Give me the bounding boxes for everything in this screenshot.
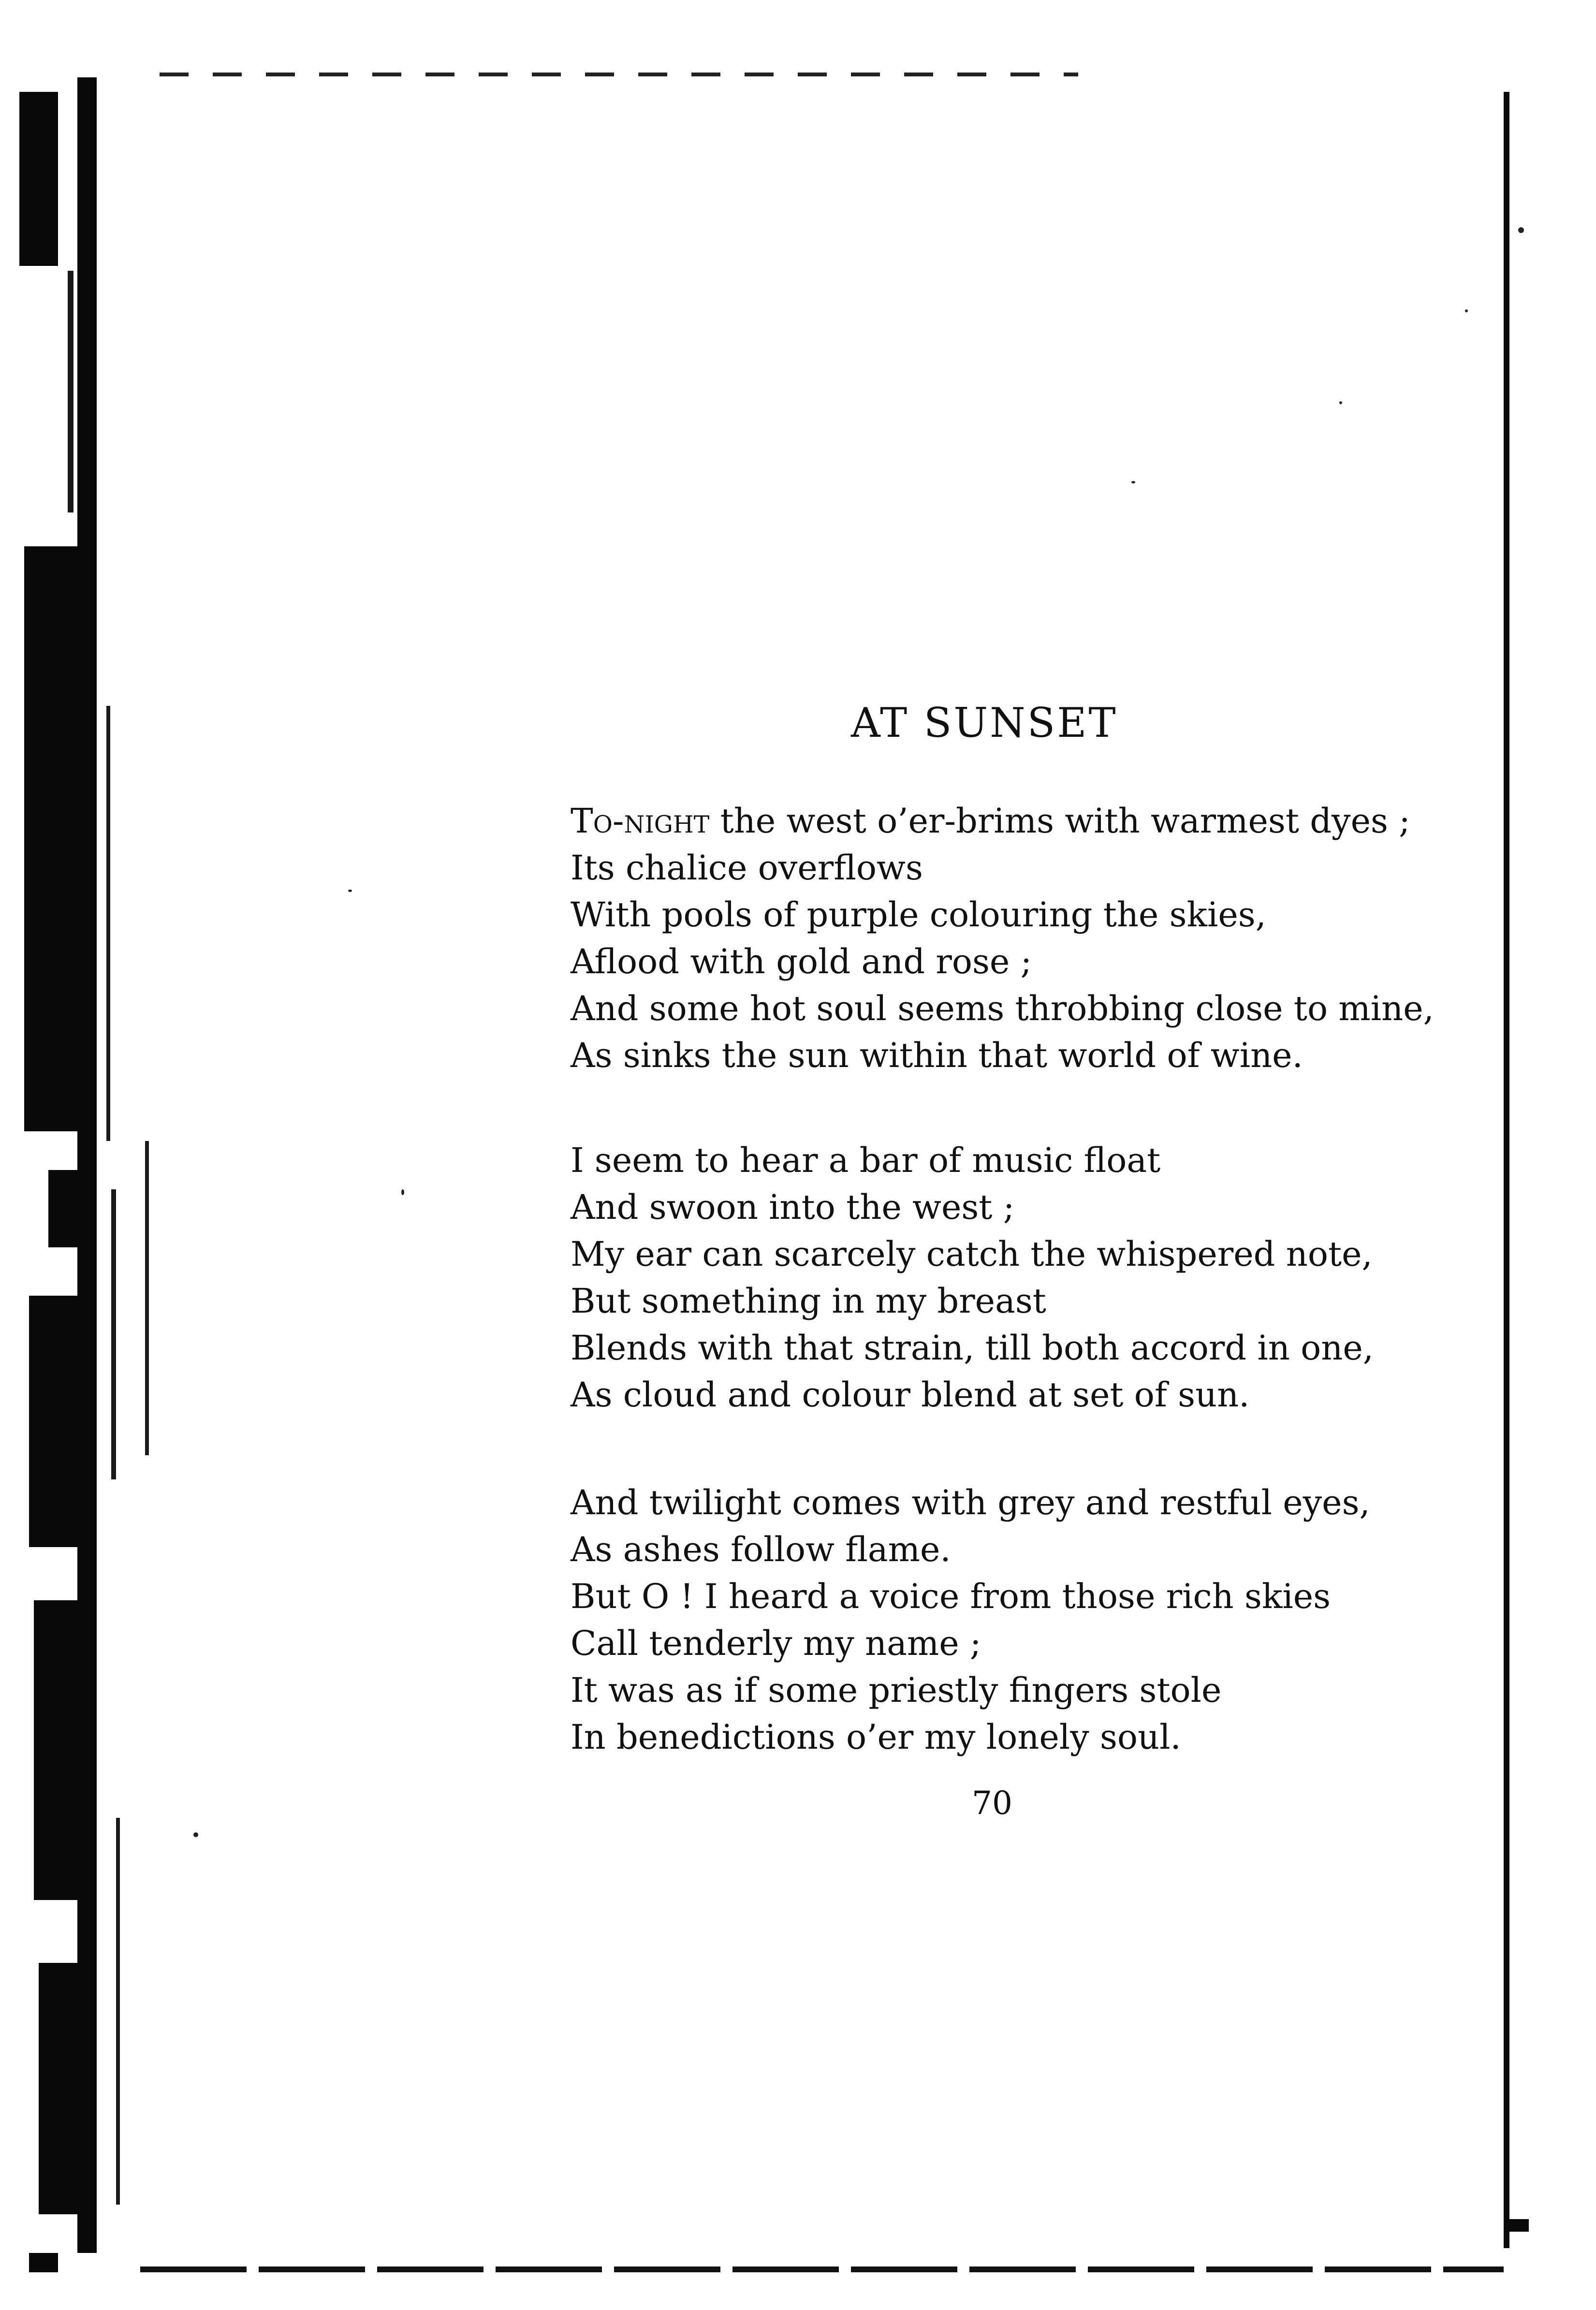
poem-line: But something in my breast [571, 1281, 1046, 1321]
poem-line: And twilight comes with grey and restful eyes, [571, 1483, 1370, 1522]
scan-edge-top [160, 73, 1078, 76]
poem-line-text: the west o’er-brims with warmest dyes ; [709, 801, 1410, 841]
poem-line: As cloud and colour blend at set of sun. [571, 1375, 1250, 1415]
scan-speck [1518, 227, 1524, 233]
scan-speck [1465, 309, 1468, 312]
poem-line: And some hot soul seems throbbing close to mine, [571, 989, 1434, 1028]
poem-line [571, 798, 1434, 845]
scan-edge-right [1504, 92, 1509, 2248]
poem-line: Its chalice overflows [571, 848, 923, 888]
poem-line: Aflood with gold and rose ; [571, 942, 1032, 981]
stanza-3 [571, 1479, 1370, 1761]
stanza-2 [571, 1137, 1374, 1418]
poem-line: In benedictions o’er my lonely soul. [571, 1717, 1181, 1757]
scan-speck [401, 1189, 404, 1195]
poem-line: Call tenderly my name ; [571, 1623, 981, 1663]
poem-line: As ashes follow flame. [571, 1530, 951, 1569]
poem-line: It was as if some priestly fingers stole [571, 1670, 1222, 1710]
poem-line: With pools of purple colouring the skies, [571, 895, 1266, 935]
stanza-1 [571, 798, 1434, 1079]
scan-speck [1131, 481, 1135, 483]
poem-title: AT SUNSET [851, 699, 1118, 746]
opening-word: To-night [571, 801, 710, 841]
poem-line: I seem to hear a bar of music float [571, 1140, 1161, 1180]
poem-line: My ear can scarcely catch the whispered note, [571, 1234, 1373, 1274]
scan-speck [193, 1832, 198, 1837]
scan-speck [348, 890, 352, 892]
scan-edge-right-foot [1509, 2219, 1529, 2232]
scan-speck [1339, 401, 1342, 404]
poem-line: As sinks the sun within that world of wine. [571, 1036, 1303, 1075]
scan-edge-left [19, 77, 131, 2277]
page-number: 70 [972, 1784, 1012, 1822]
poem-line: But O ! I heard a voice from those rich skies [571, 1577, 1331, 1616]
poem-line: Blends with that strain, till both accord in one, [571, 1328, 1374, 1368]
poem-line: And swoon into the west ; [571, 1187, 1015, 1227]
scan-edge-bottom [140, 2266, 1504, 2272]
